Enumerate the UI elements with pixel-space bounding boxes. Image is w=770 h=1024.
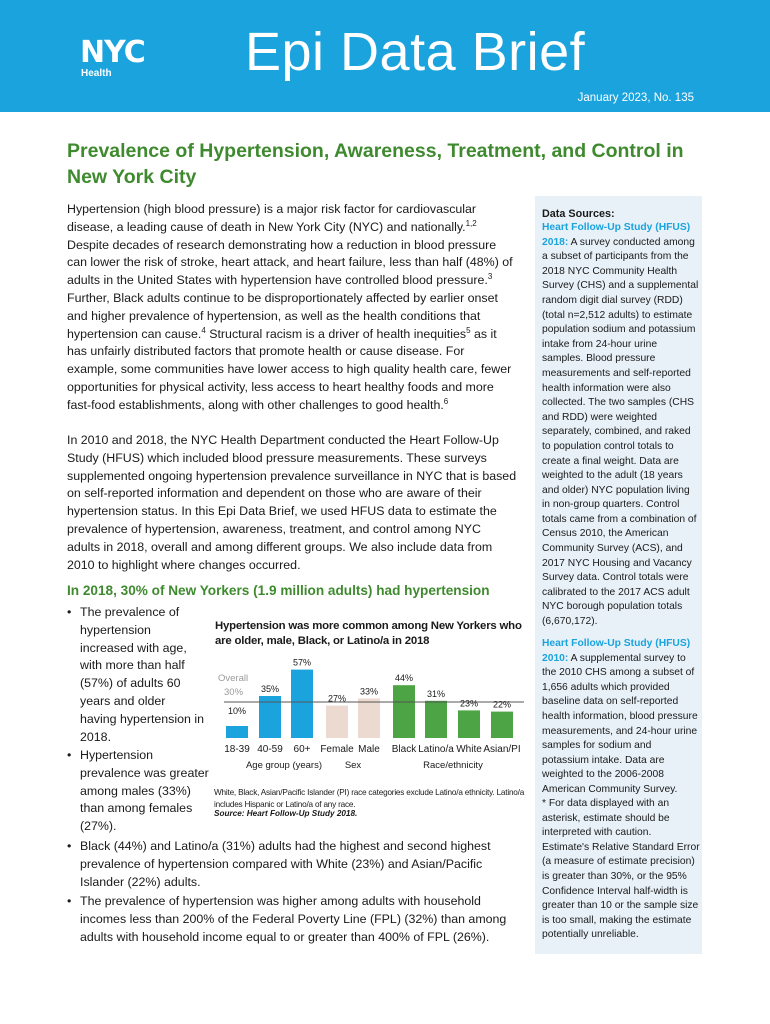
- publication-title: Epi Data Brief: [245, 22, 586, 82]
- category-tick-label: Asian/PI: [483, 744, 521, 755]
- data-label: 27%: [327, 693, 347, 704]
- data-label: 57%: [292, 657, 312, 668]
- intro-paragraph-1: Hypertension (high blood pressure) is a major risk factor for cardiovascular disease, a leading cause of death in New York City (NYC) and nationally.$^{1,2}$ Despite decades of research demonstrating how a reduction in blood pressure can lower the risk of stroke, heart attack, and heart failure, less than half (48%) of adults in the United States with hypertension have controlled blood pressure.$^3$ Further, Black adults continue to be disproportionately affected by earlier onset and higher prevalence of hypertension, as well as the health conditions that hypertension can cause.$^4$ Structural racism is a driver of health inequities$^5$ as it has unfairly distributed factors that promote health or cause disease. For example, some communities have lower access to high quality health care, fewer opportunities for physical activity, less access to heart healthy foods and more fast-food establishments, along with other challenges to good health.$^6$: [67, 202, 513, 412]
- logo-subtitle: Health: [81, 68, 112, 79]
- data-label: 22%: [492, 699, 512, 710]
- logo-wordmark: NYC: [80, 35, 145, 70]
- group-axis-label: Age group (years): [245, 760, 323, 771]
- bullet-age: • The prevalence of hypertension increased with age, with more than half (57%) of adults 60 years and older having hypertension in 2018.: [67, 605, 204, 744]
- reference-line-value: 30%: [224, 687, 244, 698]
- bullet-race: • Black (44%) and Latino/a (31%) adults had the highest and second highest prevalence of hypertension compared with White (23%) and Asian/Pacific Islander (22%) adults.: [67, 839, 491, 889]
- sidebar-source-2018: Heart Follow-Up Study (HFUS) 2018: A survey conducted among a subset of participants from the 2018 NYC Community Health Survey (CHS) and a supplemental random digit dial survey (RDD) (total n=2,512 adults) to estimate population sodium and potassium intake from 24-hour urine samples. Blood pressure measurements and self-reported health information were also collected. The two samples (CHS and RDD) were weighted separately, combined, and raked to population control totals to create a final weight. Data are weighted to the adult (18 years and older) NYC population living in non-group quarters. Control totals came from a combination of Census 2010, the American Community Survey (ACS), and 2017 NYC Housing and Vacancy Survey data. Control totals were calibrated to the 2017 ACS adult NYC borough population totals (6,670,172).: [542, 222, 699, 628]
- reference-line-label: Overall: [218, 673, 249, 684]
- category-tick-label: Black: [391, 744, 417, 755]
- page-title: Prevalence of Hypertension, Awareness, Treatment, and Control in New York City: [67, 140, 684, 188]
- category-tick-label: 60+: [293, 744, 311, 755]
- bullet-dot: •: [67, 839, 72, 853]
- chart-source: Source: Heart Follow-Up Study 2018.: [214, 809, 358, 818]
- chart-note: White, Black, Asian/Pacific Islander (PI) race categories exclude Latino/a ethnicity. Latino/a includes Hispanic or Latino/a of any race.: [214, 788, 525, 809]
- category-tick-label: Female: [320, 744, 354, 755]
- group-axis-label: Race/ethnicity: [423, 760, 483, 771]
- category-tick-label: Latino/a: [418, 744, 454, 755]
- bullet-dot: •: [67, 605, 72, 619]
- category-tick-label: 18-39: [224, 744, 250, 755]
- header-banner: [0, 0, 770, 112]
- sidebar-asterisk-note: * For data displayed with an asterisk, estimate should be interpreted with caution. Estimate's Relative Standard Error (a measure of estimate precision) is greater than 30%, or the 95% Confidence Interval half-width is greater than 10 or the sample size is too small, making the estimate potentially unreliable.: [542, 798, 700, 941]
- chart-bar: [425, 701, 447, 738]
- data-label: 10%: [227, 706, 247, 716]
- bullet-dot: •: [67, 894, 72, 908]
- category-tick-label: Male: [358, 744, 380, 755]
- hypertension-bar-chart: [212, 650, 527, 780]
- group-axis-label: Sex: [344, 760, 362, 771]
- data-label: 44%: [394, 673, 414, 684]
- issue-date: January 2023, No. 135: [577, 92, 694, 104]
- sidebar-heading: Data Sources:: [542, 208, 615, 220]
- category-tick-label: White: [456, 744, 482, 755]
- category-tick-label: 40-59: [257, 744, 283, 755]
- chart-bar: [358, 698, 380, 738]
- chart-bar: [326, 706, 348, 738]
- section-heading: In 2018, 30% of New Yorkers (1.9 million adults) had hypertension: [67, 583, 490, 598]
- chart-bar: [291, 670, 313, 738]
- sidebar-source-2010: Heart Follow-Up Study (HFUS) 2010: A supplemental survey to the 2010 CHS among a subset of 1,656 adults which provided baseline data on self-reported health information, blood pressure measurements, and 24-hour urine samples for sodium and potassium intake. Data are weighted to the 2006-2008 American Community Survey.: [542, 638, 698, 795]
- chart-bar: [226, 726, 248, 738]
- intro-paragraph-2: In 2010 and 2018, the NYC Health Department conducted the Heart Follow-Up Study (HFUS) which included blood pressure measurements. These surveys supplemented ongoing hypertension prevalence surveillance in NYC that is based on self-reported information and dependent on those who are aware of their hypertension status. In this Epi Data Brief, we used HFUS data to estimate the prevalence of hypertension, awareness, treatment, and control among NYC adults in 2018, overall and among different groups. We also include data from 2010 to highlight where changes occurred.: [67, 433, 517, 572]
- source-label-2010: Heart Follow-Up Study (HFUS) 2010:: [542, 638, 691, 664]
- chart-bar: [393, 685, 415, 738]
- source-label-2018: Heart Follow-Up Study (HFUS) 2018:: [542, 222, 691, 248]
- bullet-sex: • Hypertension prevalence was greater among males (33%) than among females (27%).: [67, 748, 209, 834]
- chart-bar: [491, 712, 513, 738]
- data-label: 35%: [260, 684, 280, 694]
- nyc-health-logo: [80, 35, 170, 80]
- bullet-dot: •: [67, 748, 72, 762]
- chart-bar: [458, 710, 480, 738]
- data-label: 33%: [359, 686, 379, 697]
- data-label: 23%: [459, 698, 479, 709]
- data-label: 31%: [426, 688, 446, 699]
- bullet-income: • The prevalence of hypertension was higher among adults with household incomes less than 200% of the Federal Poverty Line (FPL) (32%) than among adults with household income equal to or greater than 400% of FPL (26%).: [67, 894, 507, 944]
- chart-title: Hypertension was more common among New Yorkers who are older, male, Black, or Latino/a in 2018: [215, 620, 522, 647]
